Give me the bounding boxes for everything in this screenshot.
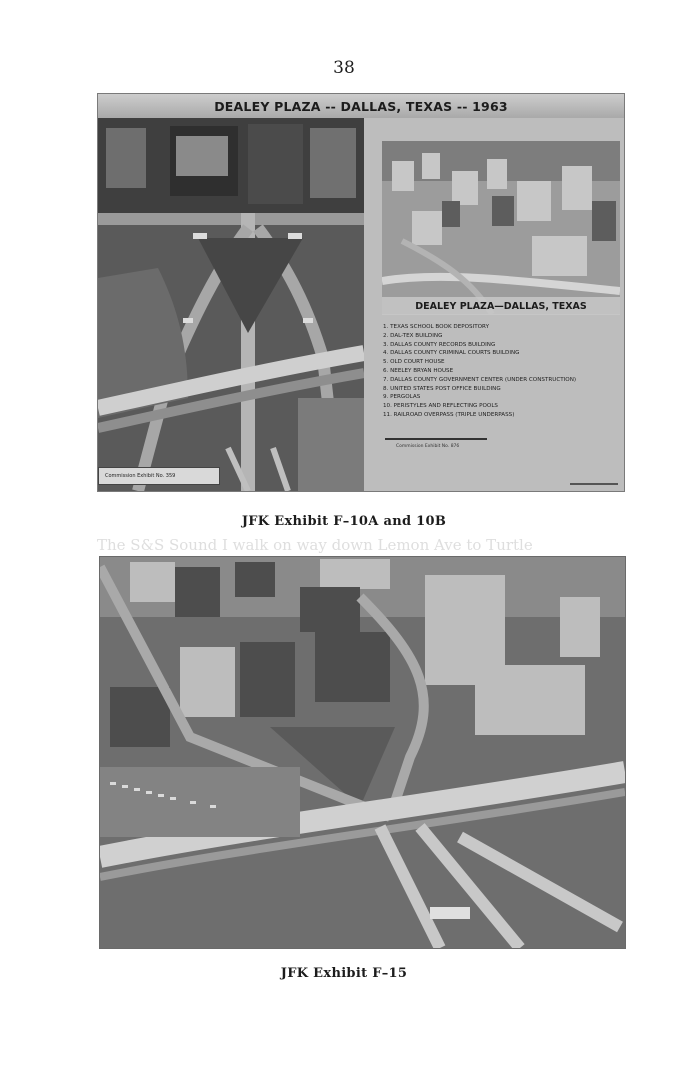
oblique-aerial-image (382, 141, 620, 314)
left-commission-tag: Commission Exhibit No. 359 (98, 467, 220, 485)
legend-item: 9. PERGOLAS (383, 394, 421, 401)
legend-divider (385, 438, 487, 440)
legend-item: 6. NEELEY BRYAN HOUSE (383, 367, 454, 374)
page-number: 38 (333, 58, 355, 78)
downtown-aerial-image (100, 557, 625, 948)
legend-item: 10. PERISTYLES AND REFLECTING POOLS (383, 403, 498, 410)
exhibit-f15-aerial-photo (99, 556, 626, 949)
legend-item: 7. DALLAS COUNTY GOVERNMENT CENTER (UNDER CONSTRUCTION) (383, 376, 577, 383)
building-legend-list (383, 323, 621, 420)
oblique-aerial-photo (382, 141, 620, 314)
overhead-aerial-image (98, 118, 364, 491)
legend-item: 8. UNITED STATES POST OFFICE BUILDING (383, 385, 501, 392)
legend-item: 3. DALLAS COUNTY RECORDS BUILDING (383, 341, 496, 348)
oblique-photo-caption: DEALEY PLAZA—DALLAS, TEXAS (382, 297, 620, 315)
exhibit-f10-photo-panel (97, 93, 625, 492)
right-commission-tag: Commission Exhibit No. 876 (396, 444, 460, 449)
legend-item: 5. OLD COURT HOUSE (383, 359, 445, 366)
overhead-aerial-photo (98, 118, 364, 491)
corner-mark (570, 483, 618, 485)
exhibit-banner-title: DEALEY PLAZA -- DALLAS, TEXAS -- 1963 (98, 94, 624, 118)
exhibit-caption-f15: JFK Exhibit F–15 (280, 966, 408, 981)
exhibit-caption-f10: JFK Exhibit F–10A and 10B (241, 514, 447, 529)
legend-item: 1. TEXAS SCHOOL BOOK DEPOSITORY (383, 324, 489, 330)
legend-item: 2. DAL-TEX BUILDING (383, 332, 443, 339)
legend-item: 11. RAILROAD OVERPASS (TRIPLE UNDERPASS) (383, 411, 515, 418)
legend-item: 4. DALLAS COUNTY CRIMINAL COURTS BUILDING (383, 350, 520, 357)
bleed-through-text: The S&S Sound I walk on way down Lemon Ave to Turtle (97, 536, 533, 554)
